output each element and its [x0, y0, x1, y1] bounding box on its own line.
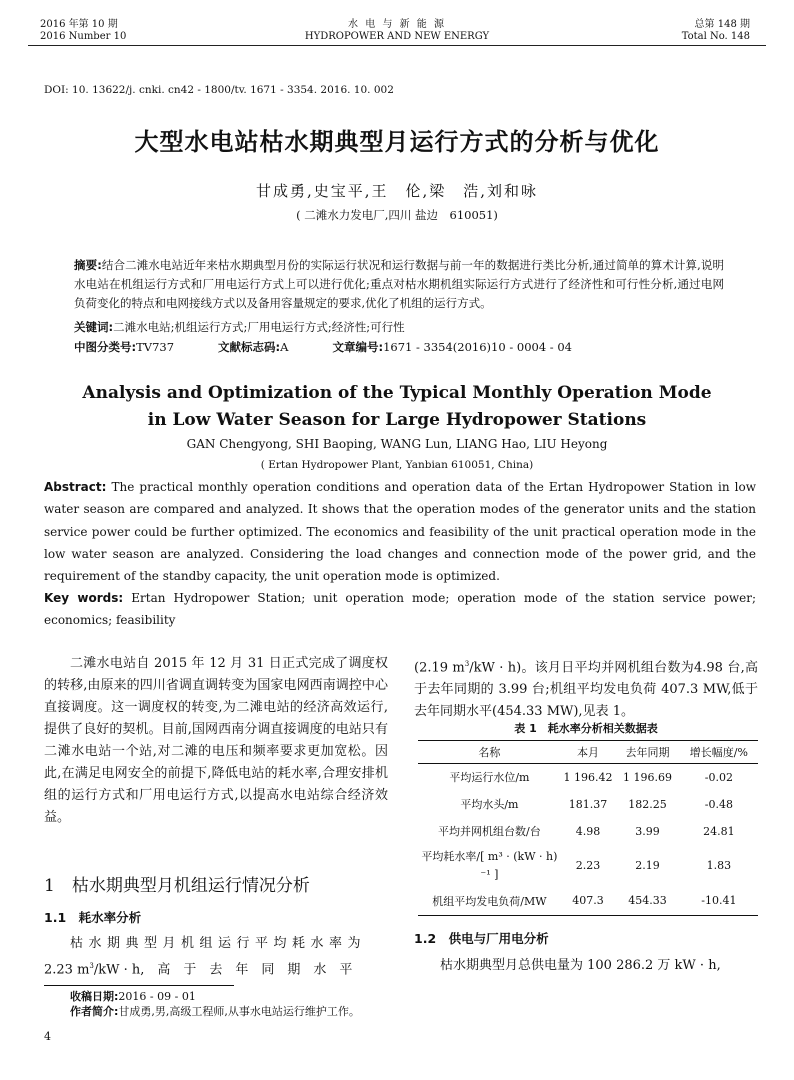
table-row	[418, 818, 758, 845]
para-1-1-line-2: 2.23 $m^3/kW \cdot h$, 高 于 去 年 同 期 水 平	[44, 962, 353, 978]
journal-issue-cn: 2016 年第 10 期	[40, 19, 118, 30]
clc-code: 中图分类号:TV737	[74, 340, 175, 354]
doc-code: 文献标志码:A	[218, 340, 289, 354]
abstract-en-text: The practical monthly operation conditions and operation data of the Ertan Hydropower Station in low water season are compared and analyzed. It shows that the operation modes of the generator units and the station service power could be further optimized. The economics and feasibility of the unit practical operation mode in the low water season are analyzed. Considering the load changes and connection mode of the power grid, and the requirement of the standby capacity, the unit operation mode is optimized.	[44, 480, 756, 584]
table-header-row	[418, 741, 758, 764]
th-last-year: 去年同期	[615, 741, 680, 764]
table-row	[418, 791, 758, 818]
cell: 平均并网机组台数/台	[438, 825, 541, 838]
article-number: 文章编号:1671 - 3354(2016)10 - 0004 - 04	[332, 340, 572, 354]
para-1-2: 枯水期典型月总供电量为 100 286.2 万 kW · h,	[440, 958, 721, 973]
en-affiliation: ( Ertan Hydropower Plant, Yanbian 610051, China)	[260, 459, 534, 471]
classification-line	[74, 338, 724, 357]
cell: 平均运行水位/m	[449, 771, 530, 785]
abstract-cn	[74, 256, 724, 313]
cell: 3.99	[635, 824, 660, 838]
para-1-1-line-1: 枯水期典型月机组运行平均耗水率为	[70, 936, 367, 951]
total-issue-cn: 总第 148 期	[694, 19, 750, 30]
abstract-en	[44, 476, 756, 587]
keywords-cn-text: 二滩水电站;机组运行方式;厂用电运行方式;经济性;可行性	[113, 320, 405, 334]
total-issue-en: Total No. 148	[681, 31, 750, 42]
abstract-cn-text: 结合二滩水电站近年来枯水期典型月份的实际运行状况和运行数据与前一年的数据进行类比分析,通过简单的算术计算,说明水电站在机组运行方式和厂用电运行方式上可以进行优化;重点对枯水期机组实际运行方式进行了经济性和可行性分析,通过电网负荷变化的特点和电网接线方式以及备用容量规定的要求,优化了机组的运行方式。	[74, 258, 724, 310]
article-title: 大型水电站枯水期典型月运行方式的分析与优化	[134, 128, 660, 156]
cell: -0.48	[704, 797, 733, 811]
doi: DOI: 10. 13622/j. cnki. cn42 - 1800/tv. 1671 - 3354. 2016. 10. 002	[44, 84, 394, 96]
cell: 4.98	[575, 824, 601, 838]
cell: 1 196.42	[563, 770, 613, 784]
th-name: 名称	[418, 741, 561, 764]
keywords-cn-label: 关键词:	[74, 320, 114, 334]
cell: 182.25	[628, 797, 667, 811]
affiliation: ( 二滩水力发电厂,四川 盐边 610051)	[296, 208, 498, 222]
section-1-heading: 1 枯水期典型月机组运行情况分析	[44, 876, 310, 896]
keywords-en-text: Ertan Hydropower Station; unit operation mode; operation mode of the station service power; economics; feasibility	[44, 591, 756, 628]
cell: 平均水头/m	[460, 798, 519, 811]
keywords-en-label: Key words:	[44, 591, 124, 605]
en-title-line-2: in Low Water Season for Large Hydropower Stations	[147, 410, 647, 430]
cell: -0.02	[704, 770, 733, 784]
journal-name-en: HYDROPOWER AND NEW ENERGY	[304, 31, 490, 42]
cell: 2.19	[635, 859, 660, 872]
keywords-en	[44, 587, 756, 632]
th-this-month: 本月	[561, 741, 615, 764]
footnote-received: 收稿日期:2016 - 09 - 01	[70, 990, 196, 1003]
en-authors: GAN Chengyong, SHI Baoping, WANG Lun, LIANG Hao, LIU Heyong	[186, 437, 608, 451]
cell: 1 196.69	[622, 770, 672, 784]
cell: 181.37	[568, 797, 608, 811]
authors: 甘成勇,史宝平,王 伦,梁 浩,刘和咏	[255, 182, 539, 200]
cell: 2.23	[575, 859, 601, 872]
cell: 407.3	[561, 887, 615, 916]
cell: 1.83	[706, 859, 732, 872]
section-1-2-heading: 1.2 供电与厂用电分析	[414, 931, 549, 946]
para-right-top: (2.19 $m^3/kW \cdot h$)。该月日平均并网机组台数为4.98 台,高于去年同期的 3.99 台;机组平均发电负荷 407.3 MW,低于去年同期水平(454.33 MW),见表 1。	[414, 660, 758, 720]
th-growth: 增长幅度/%	[680, 741, 758, 764]
abstract-cn-label: 摘要:	[74, 258, 102, 272]
header-rule	[28, 45, 766, 46]
cell: 454.33	[615, 887, 680, 916]
page-number: 4	[44, 1030, 51, 1043]
cell: 24.81	[703, 824, 735, 838]
cell: 平均耗水率/[ m³ · (kW · h) ⁻¹ ]	[421, 849, 558, 881]
cell: -10.41	[680, 887, 758, 916]
journal-issue-en: 2016 Number 10	[40, 31, 127, 42]
table-row	[418, 764, 758, 791]
en-title-line-1: Analysis and Optimization of the Typical Monthly Operation Mode	[82, 383, 712, 403]
section-1-1-heading: 1.1 耗水率分析	[44, 910, 142, 925]
intro-paragraph: 二滩水电站自 2015 年 12 月 31 日正式完成了调度权的转移,由原来的四川省调直调转变为国家电网西南调控中心直接调度。这一调度权的转变,为二滩电站的经济高效运行,提供了良好的契机。目前,国网西南分调直接调度的电站只有二滩水电站一个站,对二滩的电压和频率要求更加宽松。因此,在满足电网安全的前提下,降低电站的耗水率,合理安排机组的运行方式和厂用电运行方式,以提高水电站综合经济效益。	[44, 656, 388, 825]
footnote-rule	[44, 985, 234, 986]
table-row	[418, 887, 758, 916]
table-1	[418, 740, 758, 916]
abstract-en-label: Abstract:	[44, 480, 107, 494]
table-row	[418, 845, 758, 887]
footnote-author: 作者简介:甘成勇,男,高级工程师,从事水电站运行维护工作。	[70, 1005, 360, 1018]
journal-name-cn: 水 电 与 新 能 源	[348, 19, 446, 30]
keywords-cn	[74, 318, 724, 337]
table-1-caption: 表 1 耗水率分析相关数据表	[514, 722, 658, 735]
cell: 机组平均发电负荷/MW	[418, 887, 561, 916]
